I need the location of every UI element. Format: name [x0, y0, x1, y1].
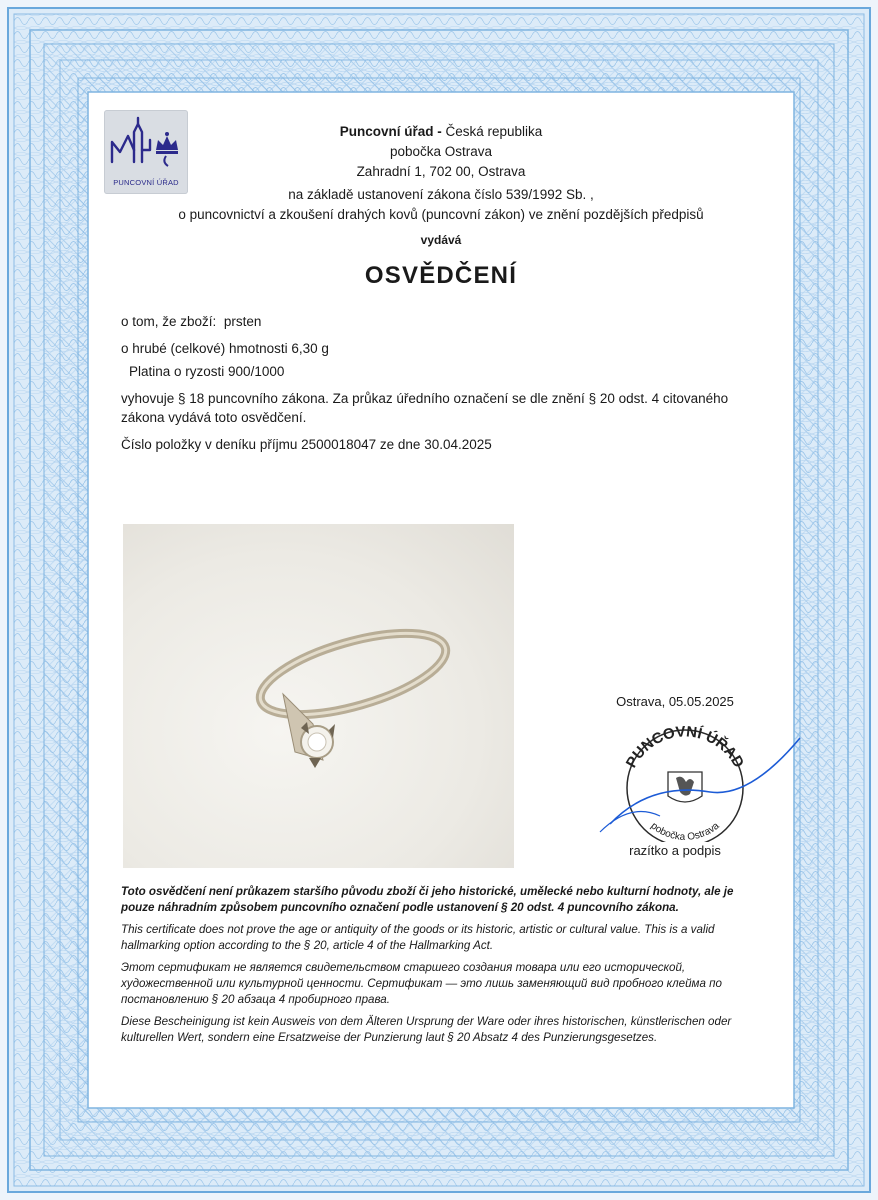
office-country: Česká republika	[441, 124, 543, 139]
office-name: Puncovní úřad -	[339, 124, 442, 139]
compliance-statement: vyhovuje § 18 puncovního zákona. Za průkaz úředního označení se dle znění § 20 odst. 4 citovaného zákona vydává toto osvědčení.	[121, 391, 729, 425]
disclaimer-cz: Toto osvědčení není průkazem staršího původu zboží či jeho historické, umělecké nebo kulturní hodnoty, ale je pouze náhradním způsobem puncovního označení podle ustanovení § 20 odst. 4 puncovního zákona.	[121, 885, 734, 914]
stamp-top-text: PUNCOVNÍ ÚŘAD	[622, 723, 748, 771]
certificate-title: OSVĚDČENÍ	[364, 262, 518, 289]
office-branch: pobočka Ostrava	[389, 144, 493, 159]
svg-text:PUNCOVNÍ ÚŘAD	[623, 723, 747, 771]
goods-line	[121, 312, 761, 331]
coat-of-arms-icon	[668, 772, 702, 802]
register-entry: Číslo položky v deníku příjmu 2500018047 ze dne 30.04.2025	[121, 437, 492, 452]
goods-label: o tom, že zboží:	[121, 314, 217, 329]
svg-text:pobočka Ostrava	[648, 820, 721, 842]
stamp-caption: razítko a podpis	[629, 843, 721, 858]
disclaimer-en: This certificate does not prove the age or antiquity of the goods or its historic, artistic or cultural value. This is a valid hallmarking option according to the § 20, article 4 of the Hallmarking Act.	[121, 923, 715, 952]
certificate-header	[96, 122, 786, 250]
issuing-office	[96, 122, 786, 142]
disclaimer-de: Diese Bescheinigung ist kein Ausweis von dem Älteren Ursprung der Ware oder ihres historischen, künstlerischen oder kulturellen Wert, sondern eine Ersatzweise der Punzierung laut § 20 Absatz 4 des Punzierungsgesetzes.	[121, 1015, 732, 1044]
disclaimers	[121, 884, 767, 1052]
legal-basis-line-1: na základě ustanovení zákona číslo 539/1992 Sb. ,	[288, 187, 594, 202]
official-stamp	[590, 712, 810, 842]
place-and-date: Ostrava, 05.05.2025	[616, 694, 734, 709]
metal-line: Platina o ryzosti 900/1000	[129, 364, 285, 379]
goods-value: prsten	[223, 314, 262, 329]
logo-caption: PUNCOVNÍ ÚŘAD	[113, 178, 179, 187]
stamp-bottom-text: pobočka Ostrava	[648, 820, 722, 842]
weight-line: o hrubé (celkové) hmotnosti 6,30 g	[121, 341, 329, 356]
office-address: Zahradní 1, 702 00, Ostrava	[356, 164, 526, 179]
issues-label: vydává	[420, 233, 462, 247]
legal-basis-line-2: o puncovnictví a zkoušení drahých kovů (puncovní zákon) ve znění pozdějších předpisů	[178, 207, 704, 222]
disclaimer-ru: Этот сертификат не является свидетельством старшего создания товара или его исторической, художественной или культурной ценности. Сертификат — это лишь заменяющий вид пробного клейма по постановлению § 20 абзаца 4 пробирного права.	[121, 961, 722, 1006]
certificate-body	[121, 312, 761, 462]
ring-illustration	[123, 524, 514, 868]
ring-photo	[123, 524, 514, 868]
